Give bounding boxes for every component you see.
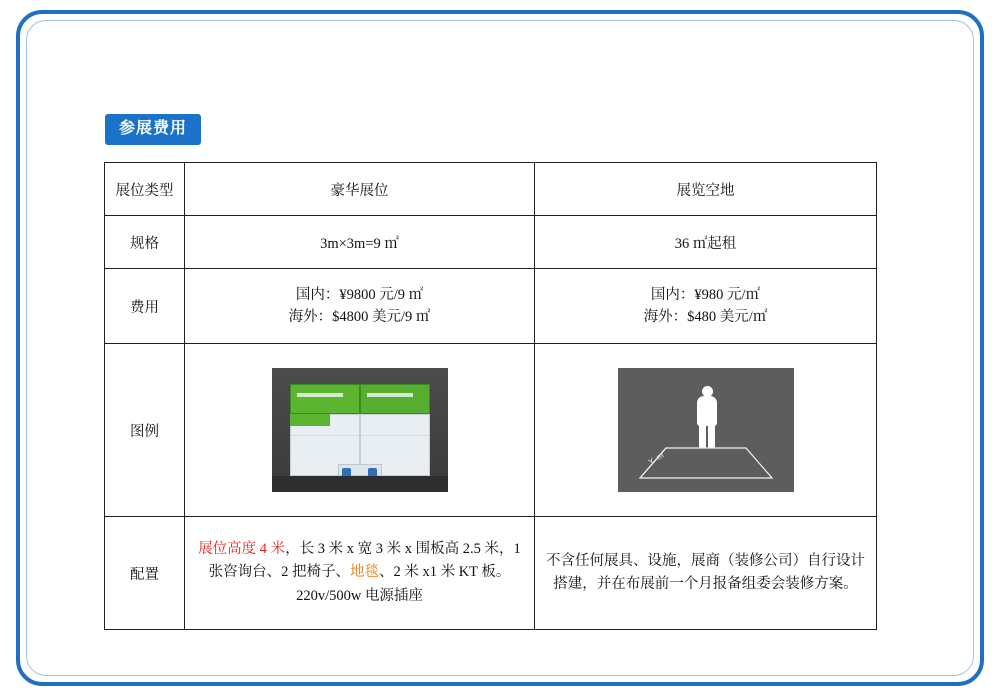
fee-deluxe-overseas: 海外：$4800 美元/9 ㎡ [288, 309, 431, 325]
figure-cell-raw-space [535, 344, 877, 517]
row-label-configuration: 配置 [105, 517, 185, 630]
space-illustration-image [618, 368, 794, 492]
booth-floor [272, 476, 448, 492]
configuration-deluxe-booth [185, 517, 535, 630]
booth-fascia-left [290, 384, 360, 414]
figure-cell-deluxe-booth [185, 344, 535, 517]
space-axis-label: Y m [646, 450, 666, 467]
row-label-spec: 规格 [105, 216, 185, 269]
space-illustration-wrapper [543, 368, 868, 492]
config-highlight-carpet: 地毯 [349, 564, 379, 581]
header-deluxe-booth: 豪华展位 [185, 163, 535, 216]
fee-space-domestic: 国内：¥980 元/㎡ [650, 286, 761, 303]
booth-green-band [290, 414, 330, 426]
table-row [105, 163, 877, 216]
booth-illustration-wrapper [193, 368, 526, 492]
row-label-figure: 图例 [105, 344, 185, 517]
spec-raw-space: 36 ㎡起租 [535, 216, 877, 269]
fee-raw-space [535, 269, 877, 344]
section-title-badge: 参展费用 [105, 114, 201, 145]
config-text-part2: ，长 3 米 x 宽 3 米 x 围板高 2.5 米，1 张咨询台、2 把椅子、 [208, 540, 521, 581]
spec-deluxe-booth: 3m×3m=9 ㎡ [185, 216, 535, 269]
table-row [105, 344, 877, 517]
fee-space-overseas: 海外：$480 美元/㎡ [643, 309, 768, 325]
config-highlight-height: 展位高度 4 米 [198, 540, 286, 557]
row-label-booth-type: 展位类型 [105, 163, 185, 216]
table-row [105, 216, 877, 269]
row-label-fee: 费用 [105, 269, 185, 344]
header-raw-space: 展览空地 [535, 163, 877, 216]
booth-illustration-image [272, 368, 448, 492]
table-row [105, 517, 877, 630]
booth-fascia-right [360, 384, 430, 414]
space-ground-plane-icon [618, 368, 794, 492]
table-row [105, 269, 877, 344]
fee-table [104, 162, 877, 630]
fee-deluxe-booth [185, 269, 535, 344]
fee-deluxe-domestic: 国内：¥9800 元/9 ㎡ [295, 286, 424, 303]
config-text-part4: 、2 米 x1 米 KT 板。220v/500w 电源插座 [296, 564, 511, 604]
configuration-raw-space: 不含任何展具、设施，展商（装修公司）自行设计搭建，并在布展前一个月报备组委会装修方案。 [535, 517, 877, 630]
